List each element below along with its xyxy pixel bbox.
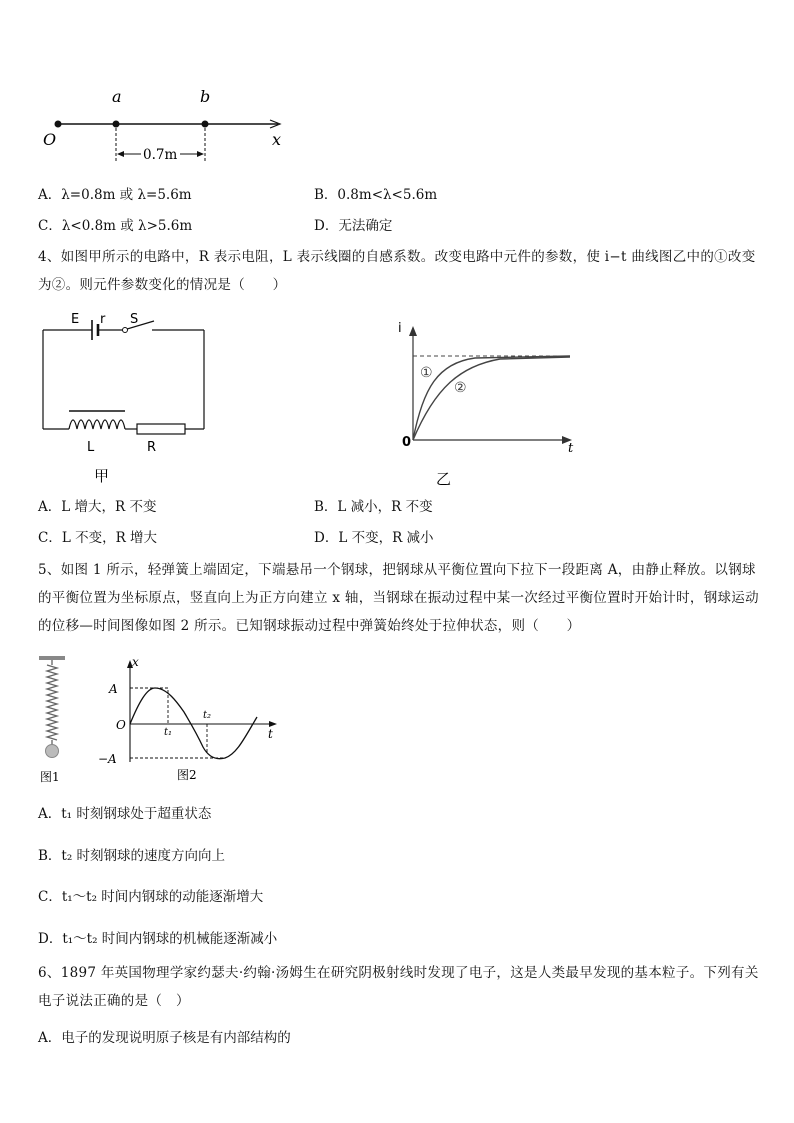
amp-pos-label: A — [109, 682, 118, 696]
it-graph-figure — [390, 318, 590, 490]
i-axis-label: i — [398, 321, 402, 336]
q5-option-c: C．t₁～t₂ 时间内钢球的动能逐渐增大 — [38, 889, 264, 905]
curve-2 — [413, 357, 570, 440]
q6-question-text: 6、1897 年英国物理学家约瑟夫·约翰·汤姆生在研究阴极射线时发现了电子，这是人类最早发现的基本粒子。下列有关电子说法正确的是（ ） — [38, 965, 759, 1009]
displacement-curve — [130, 688, 257, 759]
label-S: S — [130, 312, 139, 327]
t1-label: t₁ — [164, 727, 173, 738]
q4-option-c: C．L 不变，R 增大 — [38, 530, 158, 546]
ceiling-mount — [39, 656, 65, 660]
origin-label: 0 — [402, 435, 412, 450]
dim-arrow-right — [197, 151, 204, 157]
q4-question-text: 4、如图甲所示的电路中，R 表示电阻，L 表示线圈的自感系数。改变电路中元件的参数，使 i−t 曲线图乙中的①改变为②。则元件参数变化的情况是（ ） — [38, 249, 756, 293]
point-a — [113, 121, 120, 128]
t-axis-label: t — [268, 727, 273, 741]
circuit-figure — [36, 305, 216, 485]
x-axis-label: x — [132, 655, 139, 669]
label-r: r — [100, 312, 106, 327]
q4-option-a: A．L 增大，R 不变 — [38, 499, 157, 515]
curve-1-label: ① — [420, 365, 433, 381]
t-axis-label: t — [568, 441, 574, 456]
number-line-figure — [40, 85, 300, 165]
q6-option-a: A．电子的发现说明原子核是有内部结构的 — [38, 1030, 291, 1046]
q5-option-a: A．t₁ 时刻钢球处于超重状态 — [38, 806, 212, 822]
q5-option-b: B．t₂ 时刻钢球的速度方向向上 — [38, 848, 226, 864]
q3-option-d: D．无法确定 — [314, 218, 393, 234]
i-axis-arrow — [409, 326, 417, 336]
distance-label: 0.7m — [143, 147, 178, 163]
amp-neg-label: −A — [98, 752, 117, 766]
switch-pivot — [123, 328, 128, 333]
q3-option-a: A．λ=0.8m 或 λ=5.6m — [38, 187, 192, 203]
inductor-coil — [69, 420, 125, 429]
label-E: E — [71, 312, 80, 327]
q5-question-text: 5、如图 1 所示，轻弹簧上端固定，下端悬吊一个钢球，把钢球从平衡位置向下拉下一段距离 A，由静止释放。以钢球的平衡位置为坐标原点，竖直向上为正方向建立 x 轴，当钢球在振动过程中某一次经过平衡位置时开始计时，钢球运动的位移—时间图像如图 2 所示。已知钢球振动过程中弹簧始终处于拉伸状态，则（ ） — [38, 562, 759, 634]
fig1-caption: 图1 — [40, 770, 60, 784]
label-L: L — [87, 440, 95, 455]
q4-option-b: B．L 减小，R 不变 — [314, 499, 433, 515]
caption-jia: 甲 — [94, 467, 110, 485]
q3-option-c: C．λ<0.8m 或 λ>5.6m — [38, 218, 193, 234]
point-b — [202, 121, 209, 128]
q3-option-b: B．0.8m<λ<5.6m — [314, 187, 438, 203]
caption-yi: 乙 — [436, 470, 452, 488]
dim-arrow-left — [117, 151, 124, 157]
origin-point — [55, 121, 62, 128]
q5-option-d: D．t₁～t₂ 时间内钢球的机械能逐渐减小 — [38, 931, 278, 947]
label-R: R — [147, 440, 157, 455]
curve-2-label: ② — [454, 380, 467, 396]
label-x: x — [272, 130, 282, 149]
label-a: a — [112, 87, 122, 106]
spring-figure — [36, 655, 76, 785]
spring-coils — [47, 665, 57, 740]
label-origin: O — [43, 130, 57, 149]
steel-ball — [46, 745, 59, 758]
xt-graph-figure — [95, 652, 285, 784]
t2-label: t₂ — [203, 710, 212, 721]
origin-label: O — [116, 718, 126, 732]
resistor — [137, 424, 185, 434]
fig2-caption: 图2 — [177, 768, 197, 782]
label-b: b — [200, 87, 211, 106]
q4-option-d: D．L 不变，R 减小 — [314, 530, 434, 546]
